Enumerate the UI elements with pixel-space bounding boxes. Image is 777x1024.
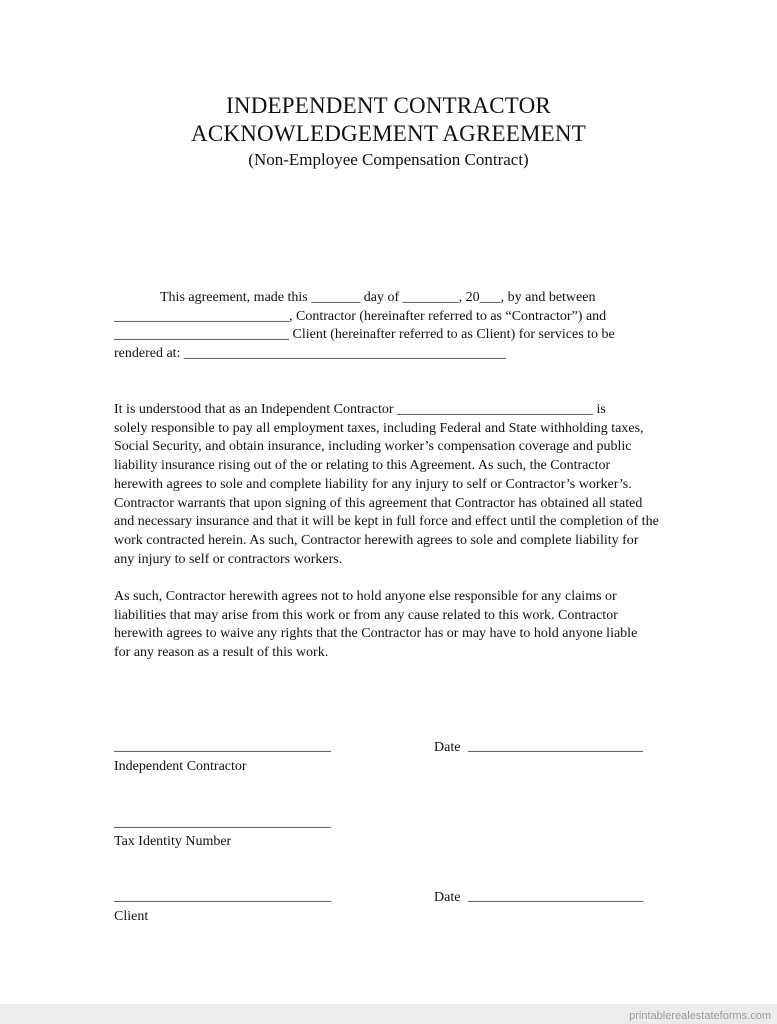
intro-line: rendered at: ______________________________________________ — [114, 346, 506, 362]
title-line-2: ACKNOWLEDGEMENT AGREEMENT — [191, 121, 586, 146]
date-field-2[interactable]: _________________________ — [468, 889, 643, 904]
date-label-2: Date — [434, 890, 461, 905]
paragraph-line: It is understood that as an Independent Contractor ____________________________ is — [114, 402, 606, 417]
tax-id-line[interactable]: _______________________________ — [114, 815, 331, 830]
paragraph-line: Social Security, and obtain insurance, including worker’s compensation coverage and public — [114, 439, 632, 455]
client-signature-line[interactable]: _______________________________ — [114, 889, 331, 904]
footer-bar — [0, 1004, 777, 1024]
date-field-1[interactable]: _________________________ — [468, 739, 643, 754]
paragraph-line: herewith agrees to sole and complete liability for any injury to self or Contractor’s worker’s. — [114, 476, 632, 492]
title-line-1: INDEPENDENT CONTRACTOR — [226, 93, 551, 118]
paragraph-line: any injury to self or contractors workers. — [114, 551, 343, 567]
paragraph-line: liability insurance rising out of the or relating to this Agreement. As such, the Contractor — [114, 458, 611, 474]
intro-line: _________________________ Client (hereinafter referred to as Client) for services to be — [114, 327, 615, 343]
contractor-signature-line[interactable]: _______________________________ — [114, 739, 331, 754]
paragraph-line: herewith agrees to waive any rights that the Contractor has or may have to hold anyone liable — [114, 626, 638, 642]
paragraph-line: As such, Contractor herewith agrees not to hold anyone else responsible for any claims or — [114, 589, 617, 604]
paragraph-line: Contractor warrants that upon signing of this agreement that Contractor has obtained all stated — [114, 495, 643, 511]
intro-line: _________________________, Contractor (hereinafter referred to as “Contractor”) and — [114, 308, 607, 324]
paragraph-line: liabilities that may arise from this work or from any cause related to this work. Contractor — [114, 607, 618, 623]
intro-line: This agreement, made this _______ day of ________, 20___, by and between — [160, 290, 596, 305]
paragraph-line: work contracted herein. As such, Contractor herewith agrees to sole and complete liability for — [114, 532, 639, 548]
paragraph-line: and necessary insurance and that it will be kept in full force and effect until the completion of the — [114, 514, 659, 530]
intro-paragraph — [114, 289, 662, 364]
liability-waiver-paragraph — [114, 588, 662, 663]
subtitle: (Non-Employee Compensation Contract) — [248, 150, 529, 169]
paragraph-line: for any reason as a result of this work. — [114, 645, 329, 661]
contractor-responsibility-paragraph — [114, 401, 662, 569]
title-block — [0, 92, 777, 171]
date-label-1: Date — [434, 740, 461, 755]
footer-watermark: printablerealestateforms.com — [629, 1010, 771, 1022]
tax-id-label: Tax Identity Number — [114, 834, 232, 849]
contractor-signature-label: Independent Contractor — [114, 759, 247, 774]
paragraph-line: solely responsible to pay all employment taxes, including Federal and State withholding taxes, — [114, 420, 644, 436]
client-signature-label: Client — [114, 909, 149, 924]
